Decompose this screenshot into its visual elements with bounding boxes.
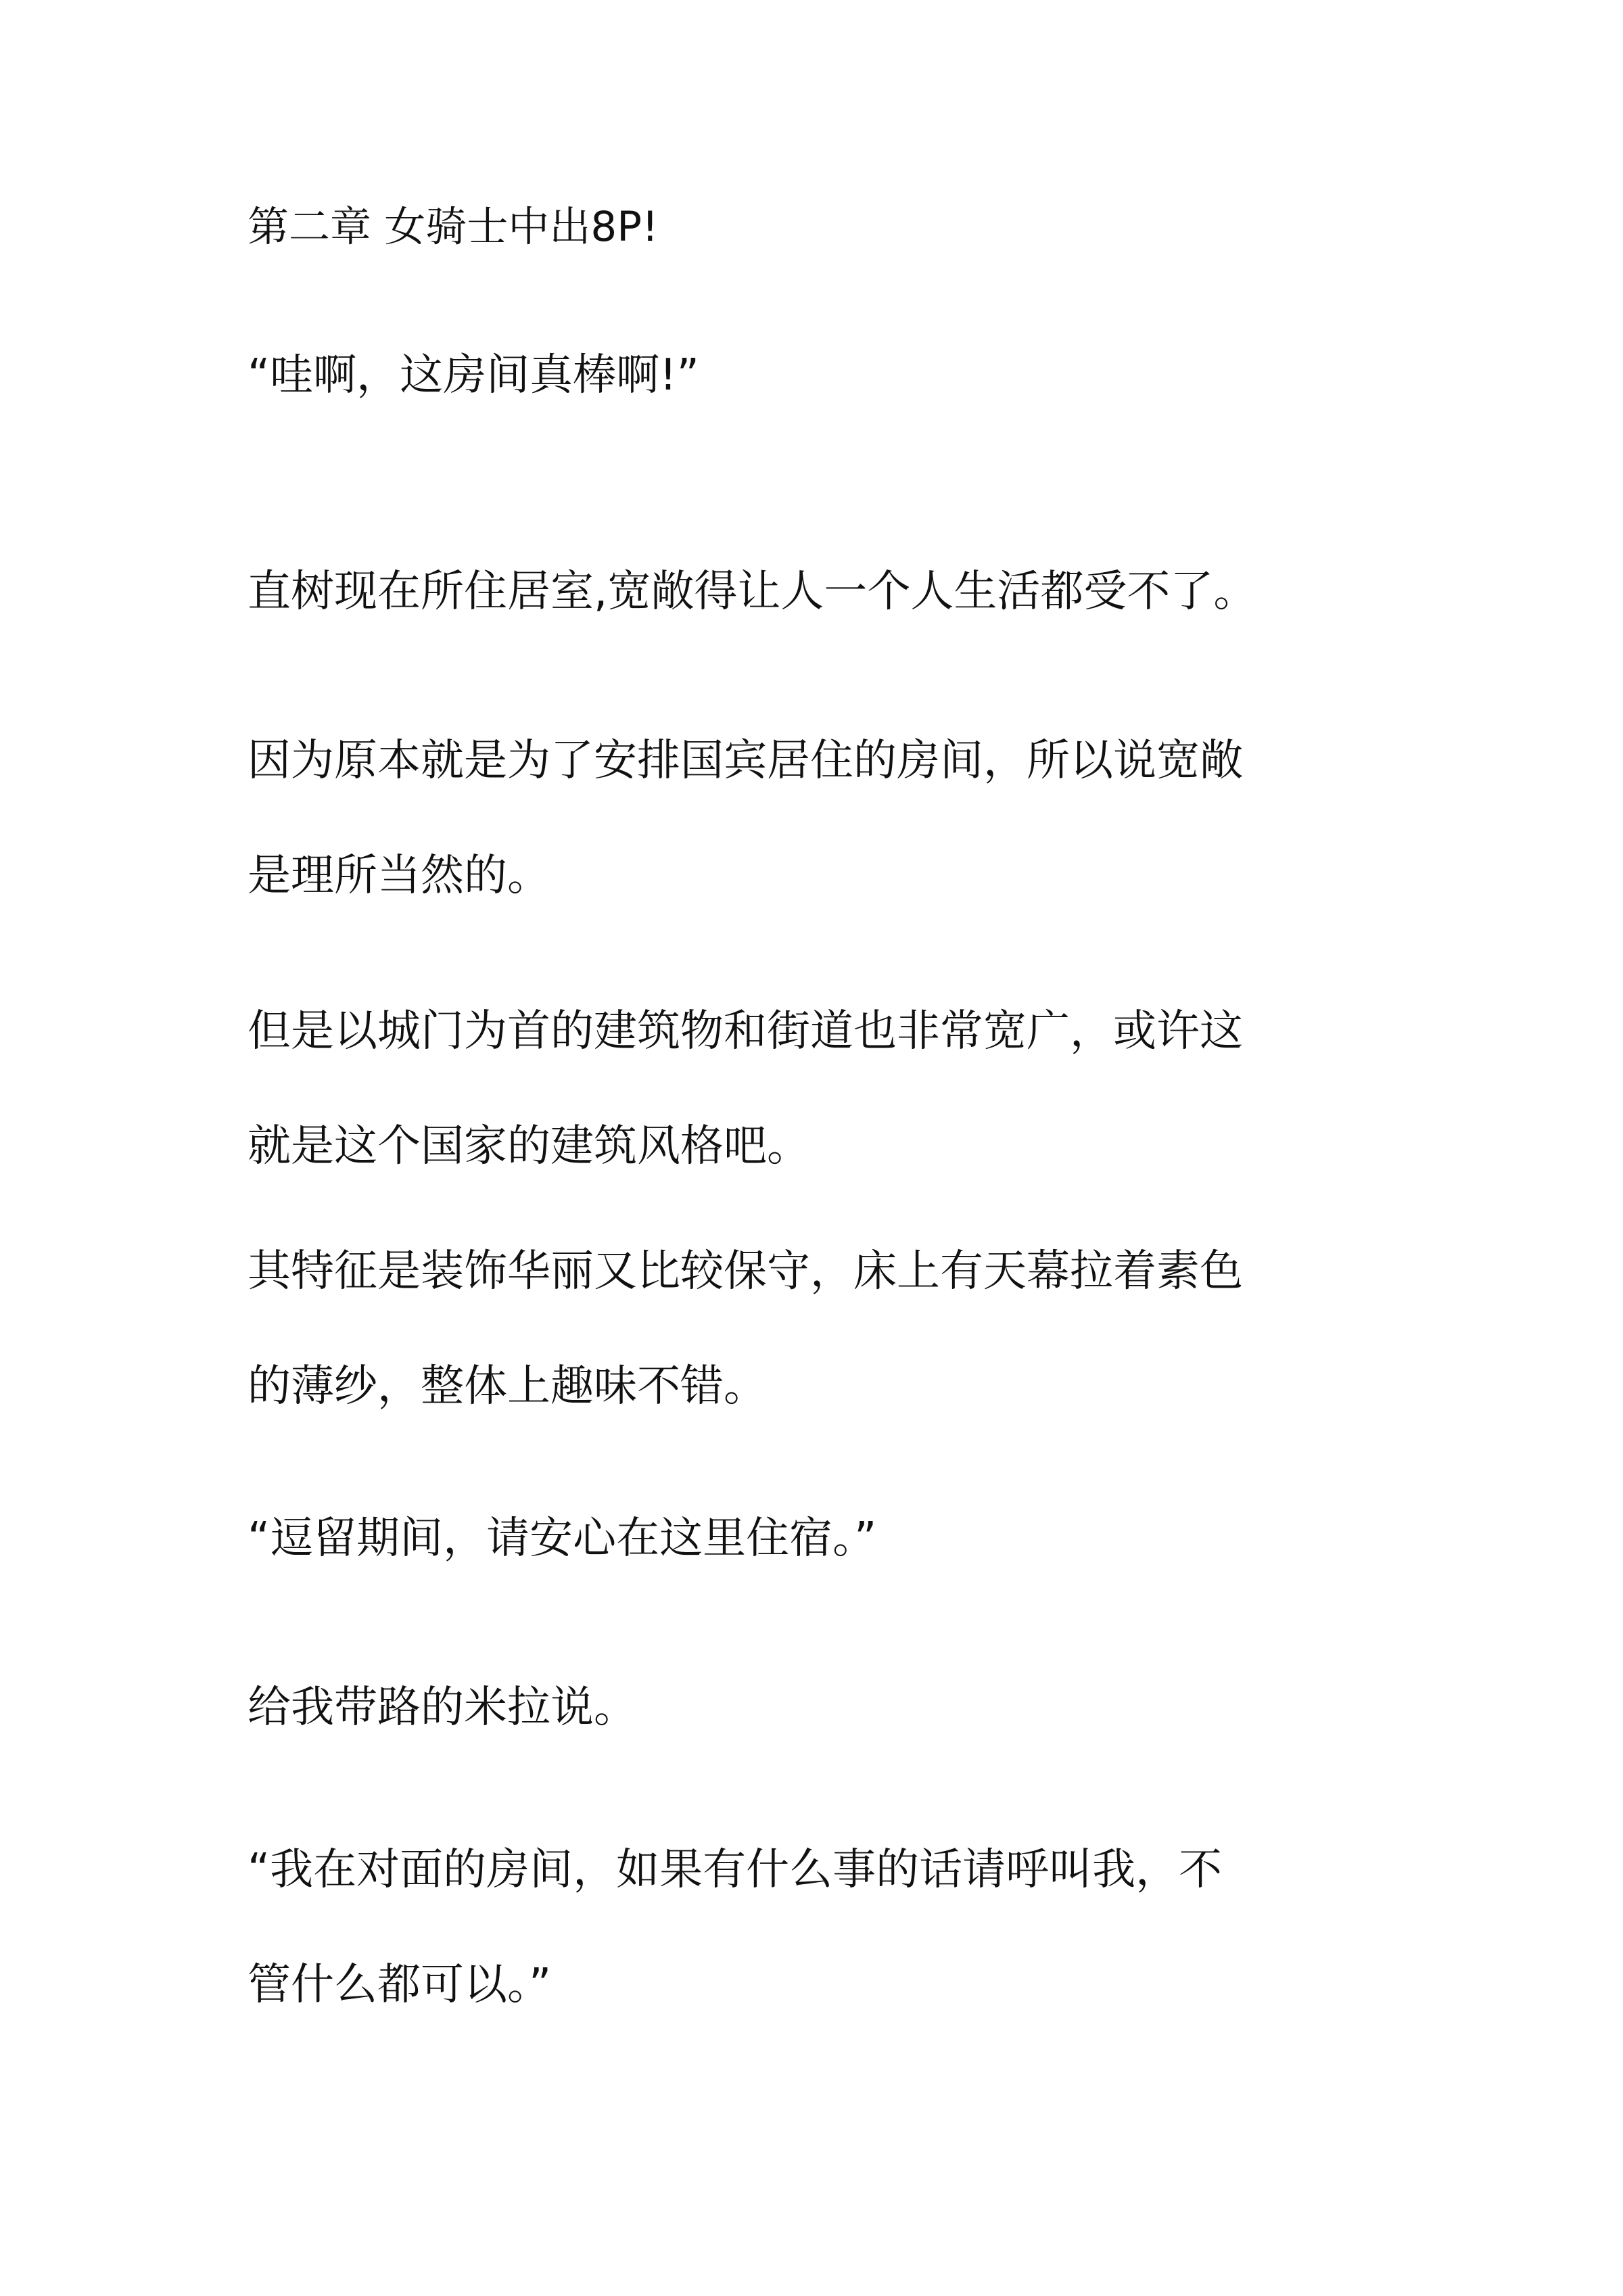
paragraph	[248, 1812, 1404, 2042]
paragraph-line: “逗留期间，请安心在这里住宿。”	[248, 1514, 877, 1564]
paragraph-line: 给我带路的米拉说。	[248, 1683, 637, 1733]
paragraph	[248, 318, 1404, 433]
paragraph	[248, 534, 1404, 649]
paragraph-line: “我在对面的房间，如果有什么事的话请呼叫我，不	[248, 1845, 1223, 1895]
paragraph-line: 就是这个国家的建筑风格吧。	[248, 1121, 810, 1171]
paragraph-line: 直树现在所住居室,宽敞得让人一个人生活都受不了。	[248, 567, 1257, 617]
paragraph-line: 是理所当然的。	[248, 851, 550, 901]
paragraph-line: “哇啊，这房间真棒啊!”	[248, 350, 699, 400]
paragraph-line: 但是以城门为首的建筑物和街道也非常宽广，或许这	[248, 1006, 1243, 1056]
paragraph	[248, 1650, 1404, 1765]
paragraph	[248, 703, 1404, 933]
paragraph	[248, 1214, 1404, 1444]
chapter-title: 第二章 女骑士中出8P!	[248, 203, 659, 251]
paragraph	[248, 974, 1404, 1204]
paragraph-line: 的薄纱，整体上趣味不错。	[248, 1361, 767, 1411]
paragraph-line: 其特征是装饰华丽又比较保守，床上有天幕拉着素色	[248, 1246, 1243, 1296]
paragraph-line: 因为原本就是为了安排国宾居住的房间，所以说宽敞	[248, 736, 1243, 786]
paragraph	[248, 1481, 1404, 1596]
paragraph-line: 管什么都可以。”	[248, 1960, 552, 2010]
